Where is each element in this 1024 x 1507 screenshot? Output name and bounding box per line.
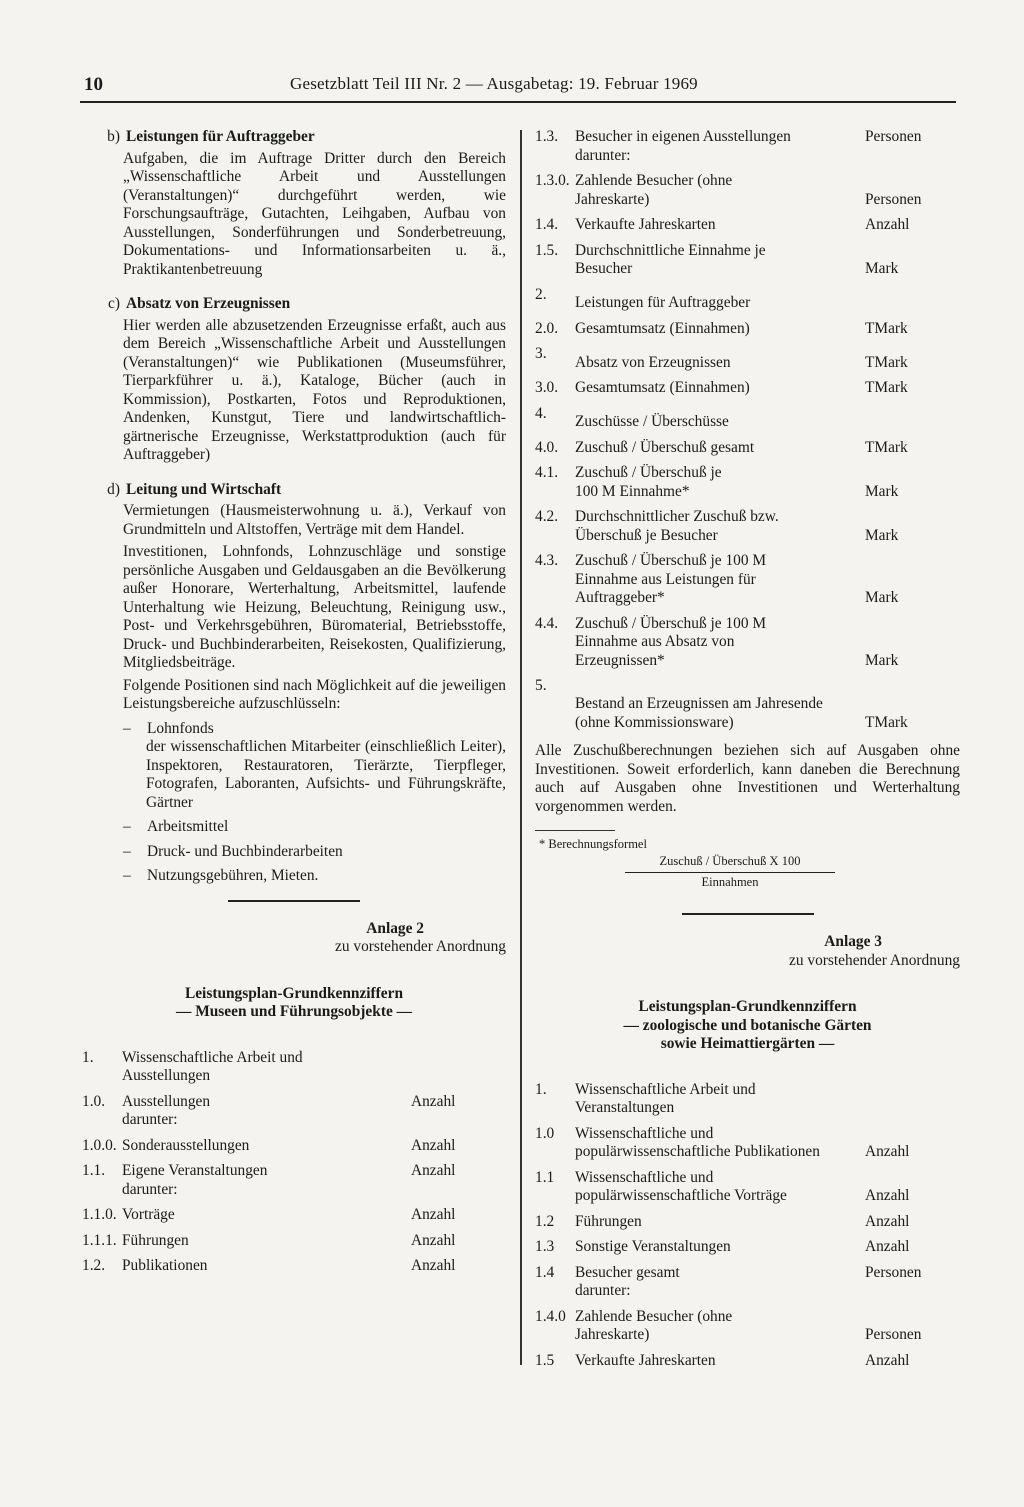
row-unit xyxy=(865,398,960,432)
section-c xyxy=(82,295,506,465)
row-number: 1.1.1. xyxy=(82,1231,117,1249)
row-unit: Personen xyxy=(865,1263,922,1281)
row-number: 1.0.0. xyxy=(82,1136,117,1154)
row-label: Zahlende Besucher (ohne Jahreskarte) xyxy=(575,1307,733,1343)
row-unit: Anzahl xyxy=(865,1143,910,1160)
section-paragraph: Investitionen, Lohnfonds, Lohnzuschläge und sonstige persönliche Ausgaben und Geldausgaben an die Bevölkerung außer Honorare, Werterhaltung, Arbeitsmittel, laufende Unterhaltung wie Heizung, Beleuchtung, Reinigung usw., Post- und Verkehrsgebühren, Büromaterial, Betriebsstoffe, Druck- und Buchbinderarbeiten, Reisekosten, Qualifizierung, Mitgliedsbeiträge. xyxy=(123,543,506,671)
section-d xyxy=(82,481,506,714)
row-unit: Anzahl xyxy=(411,1162,456,1179)
row-number: 1.4 xyxy=(535,1263,555,1281)
heading-line: — zoologische und botanische Gärten xyxy=(623,1016,872,1034)
section-title: Absatz von Erzeugnissen xyxy=(126,295,291,312)
row-label: Eigene Veranstaltungen xyxy=(122,1162,268,1179)
table-row xyxy=(82,1155,506,1181)
row-number: 1.1 xyxy=(535,1168,555,1186)
row-label: Leistungen für Auftraggeber xyxy=(575,294,751,311)
dash-item: – Druck- und Buchbinderarbeiten xyxy=(123,842,343,860)
row-label: Führungen xyxy=(122,1231,189,1249)
row-number: 1.2 xyxy=(535,1212,555,1230)
left-column xyxy=(82,128,506,1276)
row-label: Wissenschaftliche Arbeit und Veranstaltungen xyxy=(575,1080,756,1116)
row-label: Durchschnittliche Einnahme je Besucher xyxy=(575,241,766,277)
row-number: 1.3.0. xyxy=(535,172,570,189)
row-label: Sonstige Veranstaltungen xyxy=(575,1238,731,1255)
row-unit: TMark xyxy=(865,353,908,371)
row-number: 2.0. xyxy=(535,319,559,337)
section-letter: d) xyxy=(107,480,120,498)
row-unit: Personen xyxy=(865,128,922,145)
heading-line: sowie Heimattiergärten — xyxy=(660,1035,835,1052)
row-label: Zuschuß / Überschuß je 100 M Einnahme aus Absatz von Erzeugnissen* xyxy=(575,614,767,669)
page-header: Gesetzblatt Teil III Nr. 2 — Ausgabetag: 19. Februar 1969 xyxy=(290,74,698,93)
row-number: 1. xyxy=(535,1080,547,1098)
section-paragraph: Aufgaben, die im Auftrage Dritter durch den Bereich „Wissenschaftliche Arbeit und Ausstellungen (Veranstaltungen)“ durchgeführt werden, wie Forschungsaufträge, Gutachten, Leihgaben, Aufbau von Ausstellungen, Sonderführungen und Sonderbetreuung, Dokumentations- und Informationsarbeiten u. ä., Praktikantenbetreuung xyxy=(123,149,506,278)
row-unit: Anzahl xyxy=(411,1206,456,1223)
dash-item-label: Arbeitsmittel xyxy=(147,818,229,835)
table-row xyxy=(82,1130,506,1156)
table-row xyxy=(535,457,960,501)
row-label: Gesamtumsatz (Einnahmen) xyxy=(575,379,750,396)
formula-denominator: Einnahmen xyxy=(701,874,759,889)
anlage-2-title: Anlage 2 xyxy=(366,919,424,937)
section-title: Leistungen für Auftraggeber xyxy=(126,128,315,145)
row-number: 1.1.0. xyxy=(82,1206,117,1223)
row-label: Absatz von Erzeugnissen xyxy=(575,353,731,371)
anlage-2-table xyxy=(82,1042,506,1276)
dash-item: – Nutzungsgebühren, Mieten. xyxy=(123,867,319,884)
table-row xyxy=(82,1111,506,1130)
row-unit: Anzahl xyxy=(865,1212,910,1230)
table-row xyxy=(82,1250,506,1276)
table-row xyxy=(535,1231,960,1257)
table-row xyxy=(535,608,960,671)
header-rule xyxy=(80,101,956,103)
row-label: Publikationen xyxy=(122,1257,208,1274)
table-row xyxy=(535,338,960,372)
formula-numerator: Zuschuß / Überschuß X 100 xyxy=(625,852,835,873)
anlage-2-subtitle: zu vorstehender Anordnung xyxy=(335,938,506,955)
row-number: 1.5. xyxy=(535,241,559,259)
table-row xyxy=(82,1199,506,1225)
section-paragraph: Hier werden alle abzusetzenden Erzeugnisse erfaßt, auch aus dem Bereich „Wissenschaftliche Arbeit und Ausstellungen (Veranstaltungen)“ wie Publikationen (Museumsführer, Tierparkführer u. ä.), Kataloge, Bücher (auch in Kommission), Postkarten, Fotos und Reproduktionen, Andenken, Kunstgut, Tiere und landwirtschaftlich-gärtnerische Erzeugnisse, Werkstattproduktion (auch für Auftraggeber) xyxy=(123,316,506,463)
table-row xyxy=(535,128,960,165)
row-number: 1.5 xyxy=(535,1351,555,1369)
row-number: 3.0. xyxy=(535,379,559,396)
row-number: 1.0 xyxy=(535,1124,555,1142)
row-number xyxy=(82,1181,122,1200)
row-unit: Mark xyxy=(865,589,899,606)
row-unit: Anzahl xyxy=(411,1231,456,1249)
section-letter: b) xyxy=(107,128,120,145)
row-unit: Anzahl xyxy=(865,1187,910,1204)
row-label: darunter: xyxy=(122,1180,178,1198)
section-divider xyxy=(228,900,360,902)
row-label: Zuschuß / Überschuß je 100 M Einnahme aus Leistungen für Auftraggeber* xyxy=(575,552,767,606)
row-label: darunter: xyxy=(575,1282,631,1299)
section-title: Leitung und Wirtschaft xyxy=(126,480,282,498)
row-label: Besucher in eigenen Ausstellungen darunter: xyxy=(575,128,791,164)
section-divider xyxy=(682,913,814,915)
table-row xyxy=(535,1206,960,1232)
row-label: Gesamtumsatz (Einnahmen) xyxy=(575,319,750,337)
column-rule xyxy=(520,130,522,1365)
anlage-2-heading xyxy=(82,985,506,1022)
formula xyxy=(625,852,835,891)
row-label: darunter: xyxy=(122,1111,178,1128)
table-row xyxy=(535,1301,960,1345)
anlage-3-heading xyxy=(535,998,960,1054)
heading-line: Leistungsplan-Grundkennziffern xyxy=(638,998,857,1015)
row-unit: Mark xyxy=(865,260,899,277)
table-row xyxy=(82,1086,506,1112)
row-number: 3. xyxy=(535,345,547,362)
row-number: 1.0. xyxy=(82,1092,106,1110)
row-number: 2. xyxy=(535,285,547,303)
table-row xyxy=(535,1345,960,1371)
row-unit: Anzahl xyxy=(411,1257,456,1274)
row-unit: TMark xyxy=(865,379,908,396)
row-number xyxy=(535,1282,575,1301)
row-unit: Mark xyxy=(865,651,899,669)
row-number: 4.1. xyxy=(535,464,559,481)
table-row xyxy=(535,432,960,458)
row-unit: TMark xyxy=(865,438,908,456)
table-row xyxy=(535,1162,960,1206)
table-row xyxy=(535,279,960,313)
table-row xyxy=(535,501,960,545)
table-row xyxy=(535,372,960,398)
anlage-3-subtitle: zu vorstehender Anordnung xyxy=(789,951,960,969)
row-number xyxy=(82,1111,122,1130)
row-number: 4. xyxy=(535,404,547,422)
row-unit: Personen xyxy=(865,1326,922,1343)
heading-line: — Museen und Führungsobjekte — xyxy=(175,1003,413,1020)
anlage-2-table-continued xyxy=(535,128,960,732)
row-unit xyxy=(411,1111,506,1130)
row-unit: Anzahl xyxy=(865,1238,910,1255)
section-b xyxy=(82,128,506,279)
row-number: 4.0. xyxy=(535,438,559,456)
footnote: * Berechnungsformel xyxy=(539,837,647,851)
row-label: Bestand an Erzeugnissen am Jahresende (ohne Kommissionsware) xyxy=(575,695,823,731)
row-unit: TMark xyxy=(865,319,908,337)
row-number: 1.4.0 xyxy=(535,1307,566,1325)
row-unit: Anzahl xyxy=(865,1351,910,1369)
row-number: 1. xyxy=(82,1048,94,1066)
row-unit xyxy=(865,1282,960,1301)
row-number: 1.1. xyxy=(82,1162,106,1179)
section-paragraph: Folgende Positionen sind nach Möglichkeit auf die jeweiligen Leistungsbereiche aufzuschlüsseln: xyxy=(123,676,506,712)
table-row xyxy=(535,209,960,235)
row-label: Besucher gesamt xyxy=(575,1263,680,1281)
calculation-note: Alle Zuschußberechnungen beziehen sich auf Ausgaben ohne Investitionen. Soweit erforderlich, kann daneben die Berechnung auch auf Ausgaben ohne Investitionen und Werterhaltung vorgenommen werden. xyxy=(535,742,960,815)
anlage-3-title: Anlage 3 xyxy=(824,933,882,950)
row-label: Wissenschaftliche und populärwissenschaftliche Vorträge xyxy=(575,1168,787,1204)
row-number: 1.2. xyxy=(82,1257,106,1274)
table-row xyxy=(535,235,960,279)
dash-item: – Lohnfonds xyxy=(123,719,214,737)
row-unit: Anzahl xyxy=(411,1092,456,1110)
row-label: Zuschüsse / Überschüsse xyxy=(575,413,729,430)
row-number: 1.3 xyxy=(535,1238,555,1255)
section-letter: c) xyxy=(108,295,120,312)
row-number: 4.2. xyxy=(535,508,559,525)
row-unit: Mark xyxy=(865,482,899,500)
footnote-rule xyxy=(535,830,615,831)
heading-line: Leistungsplan-Grundkennziffern xyxy=(184,984,404,1002)
table-row xyxy=(535,165,960,209)
row-unit xyxy=(411,1042,506,1086)
page-number: 10 xyxy=(84,74,103,95)
row-unit xyxy=(865,1074,960,1118)
row-number: 1.3. xyxy=(535,128,559,145)
row-label: Wissenschaftliche und populärwissenschaftliche Publikationen xyxy=(575,1124,820,1160)
dash-item-label: Druck- und Buchbinderarbeiten xyxy=(147,842,343,860)
section-paragraph: Vermietungen (Hausmeisterwohnung u. ä.), Verkauf von Grundmitteln und Altstoffen, Verträge mit dem Handel. xyxy=(123,502,506,538)
row-label: Zuschuß / Überschuß gesamt xyxy=(575,438,755,456)
row-label: Durchschnittlicher Zuschuß bzw. Überschuß je Besucher xyxy=(575,508,779,544)
row-label: Ausstellungen xyxy=(122,1092,211,1110)
row-label: Verkaufte Jahreskarten xyxy=(575,1351,716,1369)
row-unit: Personen xyxy=(865,190,922,208)
row-label: Vorträge xyxy=(122,1206,175,1223)
table-row xyxy=(535,398,960,432)
table-row xyxy=(535,545,960,608)
table-row xyxy=(535,1282,960,1301)
row-label: Führungen xyxy=(575,1212,642,1230)
anlage-3-table xyxy=(535,1074,960,1371)
row-unit: Mark xyxy=(865,526,899,544)
row-label: Zahlende Besucher (ohne Jahreskarte) xyxy=(575,172,733,208)
table-row xyxy=(82,1225,506,1251)
row-unit xyxy=(865,279,960,313)
row-label: Wissenschaftliche Arbeit und Ausstellungen xyxy=(122,1048,303,1084)
table-row xyxy=(82,1181,506,1200)
row-number: 5. xyxy=(535,677,547,694)
row-unit: Anzahl xyxy=(865,216,910,233)
table-row xyxy=(82,1042,506,1086)
table-row xyxy=(535,1074,960,1118)
dash-item-label: Lohnfonds xyxy=(147,719,214,737)
row-label: Sonderausstellungen xyxy=(122,1136,250,1154)
table-row xyxy=(535,1118,960,1162)
dash-item: – Arbeitsmittel xyxy=(123,818,229,835)
row-label: Verkaufte Jahreskarten xyxy=(575,216,716,233)
row-number: 4.3. xyxy=(535,552,559,569)
row-unit: TMark xyxy=(865,713,908,731)
table-row xyxy=(535,313,960,339)
right-column xyxy=(535,128,960,1370)
row-number: 4.4. xyxy=(535,614,559,632)
row-unit: Anzahl xyxy=(411,1136,456,1154)
row-number: 1.4. xyxy=(535,216,559,233)
table-row xyxy=(535,1257,960,1283)
dash-item-detail: der wissenschaftlichen Mitarbeiter (einschließlich Leiter), Inspektoren, Restauratoren, Tierärzte, Tierpfleger, Fotografen, Laboranten, Aufsichts- und Führungskräfte, Gärtner xyxy=(146,738,506,811)
dash-item-label: Nutzungsgebühren, Mieten. xyxy=(147,867,319,884)
row-unit xyxy=(411,1181,506,1200)
table-row xyxy=(535,670,960,732)
row-label: Zuschuß / Überschuß je 100 M Einnahme* xyxy=(575,464,722,500)
